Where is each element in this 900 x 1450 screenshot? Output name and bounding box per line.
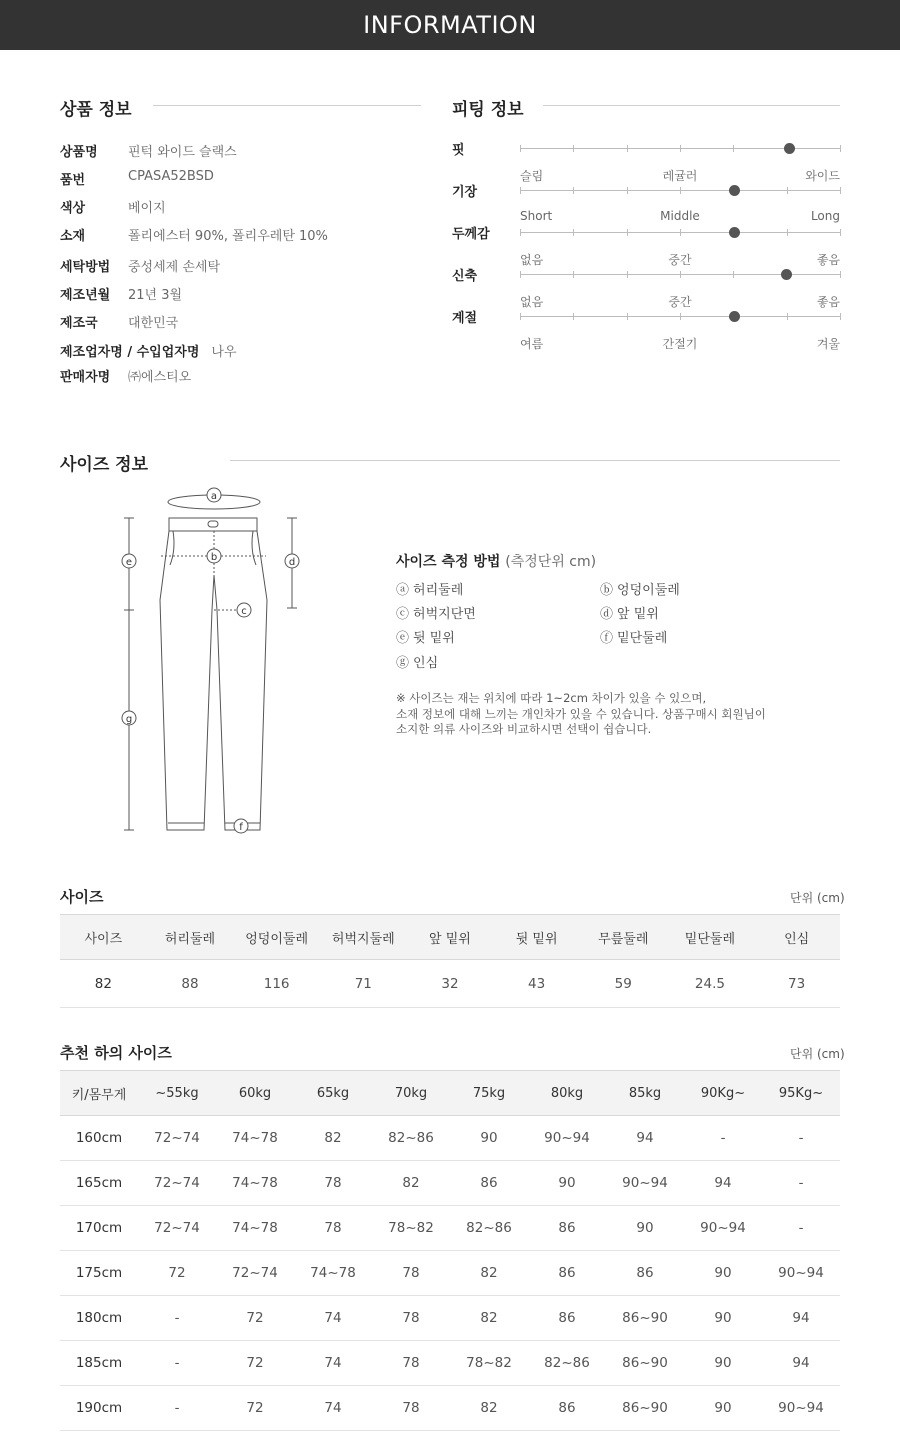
waistband: [169, 518, 257, 531]
measure-method-text: 엉덩이둘레: [617, 583, 680, 598]
table-cell: 72~74: [138, 1116, 216, 1161]
table-header-cell: ~55kg: [138, 1071, 216, 1116]
measure-method-mark: ⓖ: [396, 656, 410, 671]
product-info-key: 제조년월: [60, 288, 111, 303]
fitting-tick: [520, 229, 521, 236]
rec-table-unit: 단위 (cm): [790, 1047, 845, 1061]
table-cell: -: [138, 1386, 216, 1431]
table-cell: 90~94: [762, 1251, 840, 1296]
product-info-row: [60, 366, 191, 385]
measure-method-text: 인심: [413, 656, 439, 671]
fitting-scale-label: 와이드: [805, 169, 840, 183]
measure-method-mark: ⓒ: [396, 607, 410, 622]
table-cell: 88: [147, 960, 234, 1008]
table-cell: 74~78: [216, 1161, 294, 1206]
fitting-label: 두께감: [452, 227, 490, 242]
product-info-value: 나우: [211, 345, 237, 360]
table-cell: 74~78: [294, 1251, 372, 1296]
rec-size-table: [60, 1070, 840, 1431]
divider: [153, 105, 421, 106]
table-header-cell: 인심: [753, 915, 840, 960]
table-cell: -: [684, 1116, 762, 1161]
product-info-value: 21년 3월: [128, 288, 183, 303]
table-cell: 82~86: [450, 1206, 528, 1251]
marker-f: f: [239, 822, 243, 833]
table-cell: 59: [580, 960, 667, 1008]
fitting-tick: [573, 313, 574, 320]
table-cell: 86: [528, 1386, 606, 1431]
table-cell: 74: [294, 1341, 372, 1386]
table-header-cell: 허리둘레: [147, 915, 234, 960]
table-cell: -: [138, 1296, 216, 1341]
size-table-title: 사이즈: [60, 888, 104, 906]
table-header-cell: 95Kg~: [762, 1071, 840, 1116]
measure-method-item: [396, 652, 438, 671]
fitting-scale-label: 좋음: [816, 253, 840, 267]
table-cell: 82: [60, 960, 147, 1008]
table-cell: 90: [528, 1161, 606, 1206]
divider: [543, 105, 840, 106]
table-cell: 86~90: [606, 1386, 684, 1431]
measure-method-unit: (측정단위 cm): [505, 554, 597, 570]
table-cell: 90: [684, 1341, 762, 1386]
product-info-value: ㈜에스티오: [128, 370, 192, 385]
measure-method-text: 허리둘레: [413, 583, 464, 598]
product-info-row: [60, 169, 214, 188]
fitting-scale-track: [520, 190, 840, 223]
fitting-tick: [680, 145, 681, 152]
fitting-tick: [520, 313, 521, 320]
measure-method-item: [600, 603, 659, 622]
measure-method-text: 밑단둘레: [617, 631, 668, 646]
table-cell: 32: [407, 960, 494, 1008]
product-info-row: [60, 341, 237, 360]
table-cell: 165cm: [60, 1161, 138, 1206]
table-cell: 86: [450, 1161, 528, 1206]
table-cell: 72: [216, 1341, 294, 1386]
product-info-key: 색상: [60, 201, 86, 216]
product-info-value: 핀턱 와이드 슬랙스: [128, 145, 237, 160]
fitting-scale-label: 레귤러: [662, 169, 698, 183]
product-info-key: 제조업자명 / 수입업자명: [60, 345, 200, 360]
fitting-tick: [573, 271, 574, 278]
fitting-scale-label: Short: [520, 209, 553, 223]
fitting-tick: [787, 313, 788, 320]
marker-c: c: [241, 606, 247, 617]
fitting-scale-label: Long: [810, 209, 840, 223]
fitting-tick: [787, 229, 788, 236]
measure-method-text: 앞 밑위: [617, 607, 659, 622]
product-info-value: 폴리에스터 90%, 폴리우레탄 10%: [128, 229, 328, 244]
table-cell: 78: [294, 1161, 372, 1206]
table-cell: 90~94: [684, 1206, 762, 1251]
table-header-cell: 70kg: [372, 1071, 450, 1116]
table-row: [60, 1386, 840, 1431]
product-info-row: [60, 225, 328, 244]
fitting-level-dot: [781, 269, 792, 280]
measure-method-item: [396, 603, 476, 622]
fitting-scale-label: 없음: [520, 253, 544, 267]
fitting-scale-label: 좋음: [816, 295, 840, 309]
fitting-tick: [840, 229, 841, 236]
table-cell: 74: [294, 1296, 372, 1341]
pants-diagram: [110, 480, 310, 840]
fitting-tick: [680, 187, 681, 194]
marker-b: b: [210, 552, 218, 563]
product-info-key: 품번: [60, 173, 86, 188]
fitting-tick: [680, 313, 681, 320]
fitting-scale-label: Middle: [660, 209, 700, 223]
product-info-key: 판매자명: [60, 370, 111, 385]
fitting-level-dot: [729, 311, 740, 322]
table-cell: 90: [684, 1296, 762, 1341]
table-cell: 180cm: [60, 1296, 138, 1341]
table-cell: 175cm: [60, 1251, 138, 1296]
fitting-tick: [627, 313, 628, 320]
product-info-value: 중성세제 손세탁: [128, 260, 221, 275]
fitting-row: [452, 223, 842, 265]
table-header-cell: 키/몸무게: [60, 1071, 138, 1116]
fitting-row: [452, 307, 842, 349]
fitting-tick: [840, 313, 841, 320]
table-cell: 78: [372, 1386, 450, 1431]
table-cell: -: [762, 1161, 840, 1206]
table-row: [60, 1116, 840, 1161]
table-cell: 94: [606, 1116, 684, 1161]
fitting-scale-track: [520, 316, 840, 351]
table-cell: 78: [372, 1341, 450, 1386]
table-cell: 78: [294, 1206, 372, 1251]
fitting-tick: [627, 187, 628, 194]
fitting-scale-track: [520, 232, 840, 267]
fitting-row: [452, 265, 842, 307]
table-cell: 72~74: [138, 1161, 216, 1206]
table-header-row: [60, 1071, 840, 1116]
table-cell: 72: [216, 1296, 294, 1341]
fitting-tick: [680, 229, 681, 236]
fitting-row: [452, 181, 842, 223]
table-cell: 86: [528, 1206, 606, 1251]
measure-method-mark: ⓔ: [396, 631, 410, 646]
measure-method-mark: ⓑ: [600, 583, 614, 598]
table-cell: 72~74: [216, 1251, 294, 1296]
rec-table-title: 추천 하의 사이즈: [60, 1044, 172, 1062]
product-info-row: [60, 312, 178, 331]
marker-d: d: [288, 557, 296, 568]
marker-a: a: [210, 491, 218, 502]
size-note-line: ※ 사이즈는 재는 위치에 따라 1~2cm 차이가 있을 수 있으며,: [396, 691, 707, 705]
table-cell: 72~74: [138, 1206, 216, 1251]
product-info-key: 상품명: [60, 145, 98, 160]
table-cell: 24.5: [667, 960, 754, 1008]
fitting-scale-label: 여름: [520, 337, 544, 351]
table-cell: 90: [684, 1386, 762, 1431]
fitting-scale-track: [520, 148, 840, 183]
fitting-tick: [520, 145, 521, 152]
table-cell: 94: [762, 1296, 840, 1341]
product-info-row: [60, 256, 220, 275]
table-header-cell: 뒷 밑위: [493, 915, 580, 960]
table-header-cell: 75kg: [450, 1071, 528, 1116]
table-header-cell: 무릎둘레: [580, 915, 667, 960]
fitting-scale-label: 슬림: [520, 169, 544, 183]
measure-method-label: 사이즈 측정 방법: [396, 554, 501, 570]
table-cell: 90: [450, 1116, 528, 1161]
table-cell: 90: [684, 1251, 762, 1296]
table-row: [60, 1341, 840, 1386]
fitting-scale-label: 중간: [668, 295, 692, 309]
table-cell: 73: [753, 960, 840, 1008]
fitting-tick: [840, 145, 841, 152]
header-title: INFORMATION: [363, 11, 537, 39]
table-cell: 82: [450, 1296, 528, 1341]
fitting-tick: [573, 145, 574, 152]
product-info-value: 베이지: [128, 201, 166, 216]
table-cell: 90~94: [606, 1161, 684, 1206]
fitting-tick: [627, 271, 628, 278]
pants-outline: [160, 531, 267, 830]
table-cell: 43: [493, 960, 580, 1008]
table-row: [60, 960, 840, 1008]
measure-method-title: [396, 551, 596, 571]
table-cell: 160cm: [60, 1116, 138, 1161]
product-info-row: [60, 197, 166, 216]
table-row: [60, 1296, 840, 1341]
fitting-info-title: 피팅 정보: [452, 100, 524, 120]
fitting-tick: [627, 229, 628, 236]
measure-method-mark: ⓐ: [396, 583, 410, 598]
size-info-title: 사이즈 정보: [60, 455, 149, 475]
table-cell: 185cm: [60, 1341, 138, 1386]
table-cell: 86~90: [606, 1296, 684, 1341]
fitting-scale-label: 겨울: [816, 337, 840, 351]
fitting-tick: [733, 271, 734, 278]
size-note: [396, 691, 766, 738]
table-cell: 74: [294, 1386, 372, 1431]
table-cell: 190cm: [60, 1386, 138, 1431]
product-info-key: 소재: [60, 229, 86, 244]
table-header-cell: 90Kg~: [684, 1071, 762, 1116]
table-header-cell: 65kg: [294, 1071, 372, 1116]
table-cell: 82~86: [528, 1341, 606, 1386]
product-info-value: 대한민국: [128, 316, 179, 331]
table-cell: 90~94: [528, 1116, 606, 1161]
fitting-tick: [573, 187, 574, 194]
table-cell: 74~78: [216, 1206, 294, 1251]
fitting-level-dot: [729, 227, 740, 238]
table-cell: 90~94: [762, 1386, 840, 1431]
table-header-cell: 엉덩이둘레: [233, 915, 320, 960]
table-cell: 78: [372, 1251, 450, 1296]
fitting-label: 기장: [452, 185, 478, 200]
table-cell: 72: [138, 1251, 216, 1296]
table-header-cell: 85kg: [606, 1071, 684, 1116]
marker-e: e: [125, 557, 133, 568]
table-header-cell: 앞 밑위: [407, 915, 494, 960]
marker-g: g: [125, 714, 133, 725]
table-header-cell: 허벅지둘레: [320, 915, 407, 960]
table-header-cell: 60kg: [216, 1071, 294, 1116]
fitting-tick: [573, 229, 574, 236]
fitting-scale-track: [520, 274, 840, 309]
fitting-label: 신축: [452, 269, 478, 284]
table-header-cell: 밑단둘레: [667, 915, 754, 960]
table-cell: 86: [606, 1251, 684, 1296]
table-cell: 90: [606, 1206, 684, 1251]
fitting-scale-label: 간절기: [662, 337, 698, 351]
fitting-tick: [787, 187, 788, 194]
product-info-title: 상품 정보: [60, 100, 132, 120]
fitting-scale-label: 중간: [668, 253, 692, 267]
fitting-tick: [840, 271, 841, 278]
product-info-row: [60, 284, 182, 303]
product-info-value: CPASA52BSD: [128, 169, 214, 184]
page-header: [0, 0, 900, 50]
table-cell: -: [138, 1341, 216, 1386]
table-cell: 74~78: [216, 1116, 294, 1161]
fitting-tick: [520, 271, 521, 278]
size-table-unit: 단위 (cm): [790, 891, 845, 905]
table-cell: 116: [233, 960, 320, 1008]
measure-method-mark: ⓓ: [600, 607, 614, 622]
table-row: [60, 1251, 840, 1296]
measure-method-item: [396, 627, 455, 646]
table-row: [60, 1161, 840, 1206]
table-cell: 82: [294, 1116, 372, 1161]
measure-method-item: [600, 579, 680, 598]
fitting-tick: [520, 187, 521, 194]
table-cell: 86: [528, 1251, 606, 1296]
fitting-scale-label: 없음: [520, 295, 544, 309]
size-table: [60, 914, 840, 1008]
table-cell: 170cm: [60, 1206, 138, 1251]
fitting-tick: [840, 187, 841, 194]
table-cell: 82: [450, 1386, 528, 1431]
fitting-tick: [680, 271, 681, 278]
table-cell: 78: [372, 1296, 450, 1341]
table-cell: -: [762, 1116, 840, 1161]
table-row: [60, 1206, 840, 1251]
table-cell: 71: [320, 960, 407, 1008]
fitting-label: 계절: [452, 311, 478, 326]
table-cell: 82: [450, 1251, 528, 1296]
table-cell: 82~86: [372, 1116, 450, 1161]
product-info-row: [60, 141, 237, 160]
fitting-level-dot: [784, 143, 795, 154]
table-header-cell: 80kg: [528, 1071, 606, 1116]
table-cell: -: [762, 1206, 840, 1251]
table-cell: 72: [216, 1386, 294, 1431]
table-cell: 94: [762, 1341, 840, 1386]
fitting-row: [452, 139, 842, 181]
fitting-label: 핏: [452, 143, 465, 158]
product-info-key: 제조국: [60, 316, 98, 331]
size-note-line: 소지한 의류 사이즈와 비교하시면 선택이 쉽습니다.: [396, 722, 652, 736]
measure-method-item: [396, 579, 463, 598]
table-cell: 86: [528, 1296, 606, 1341]
table-cell: 86~90: [606, 1341, 684, 1386]
measure-method-item: [600, 627, 667, 646]
fitting-tick: [733, 145, 734, 152]
measure-method-text: 뒷 밑위: [413, 631, 455, 646]
table-header-cell: 사이즈: [60, 915, 147, 960]
divider: [230, 460, 840, 461]
measure-method-text: 허벅지단면: [413, 607, 476, 622]
table-cell: 82: [372, 1161, 450, 1206]
table-cell: 94: [684, 1161, 762, 1206]
table-cell: 78~82: [372, 1206, 450, 1251]
fitting-tick: [627, 145, 628, 152]
size-note-line: 소재 정보에 대해 느끼는 개인차가 있을 수 있습니다. 상품구매시 회원님이: [396, 706, 766, 721]
product-info-key: 세탁방법: [60, 260, 111, 275]
table-cell: 78~82: [450, 1341, 528, 1386]
measure-method-mark: ⓕ: [600, 631, 614, 646]
fitting-level-dot: [729, 185, 740, 196]
table-header-row: [60, 915, 840, 960]
